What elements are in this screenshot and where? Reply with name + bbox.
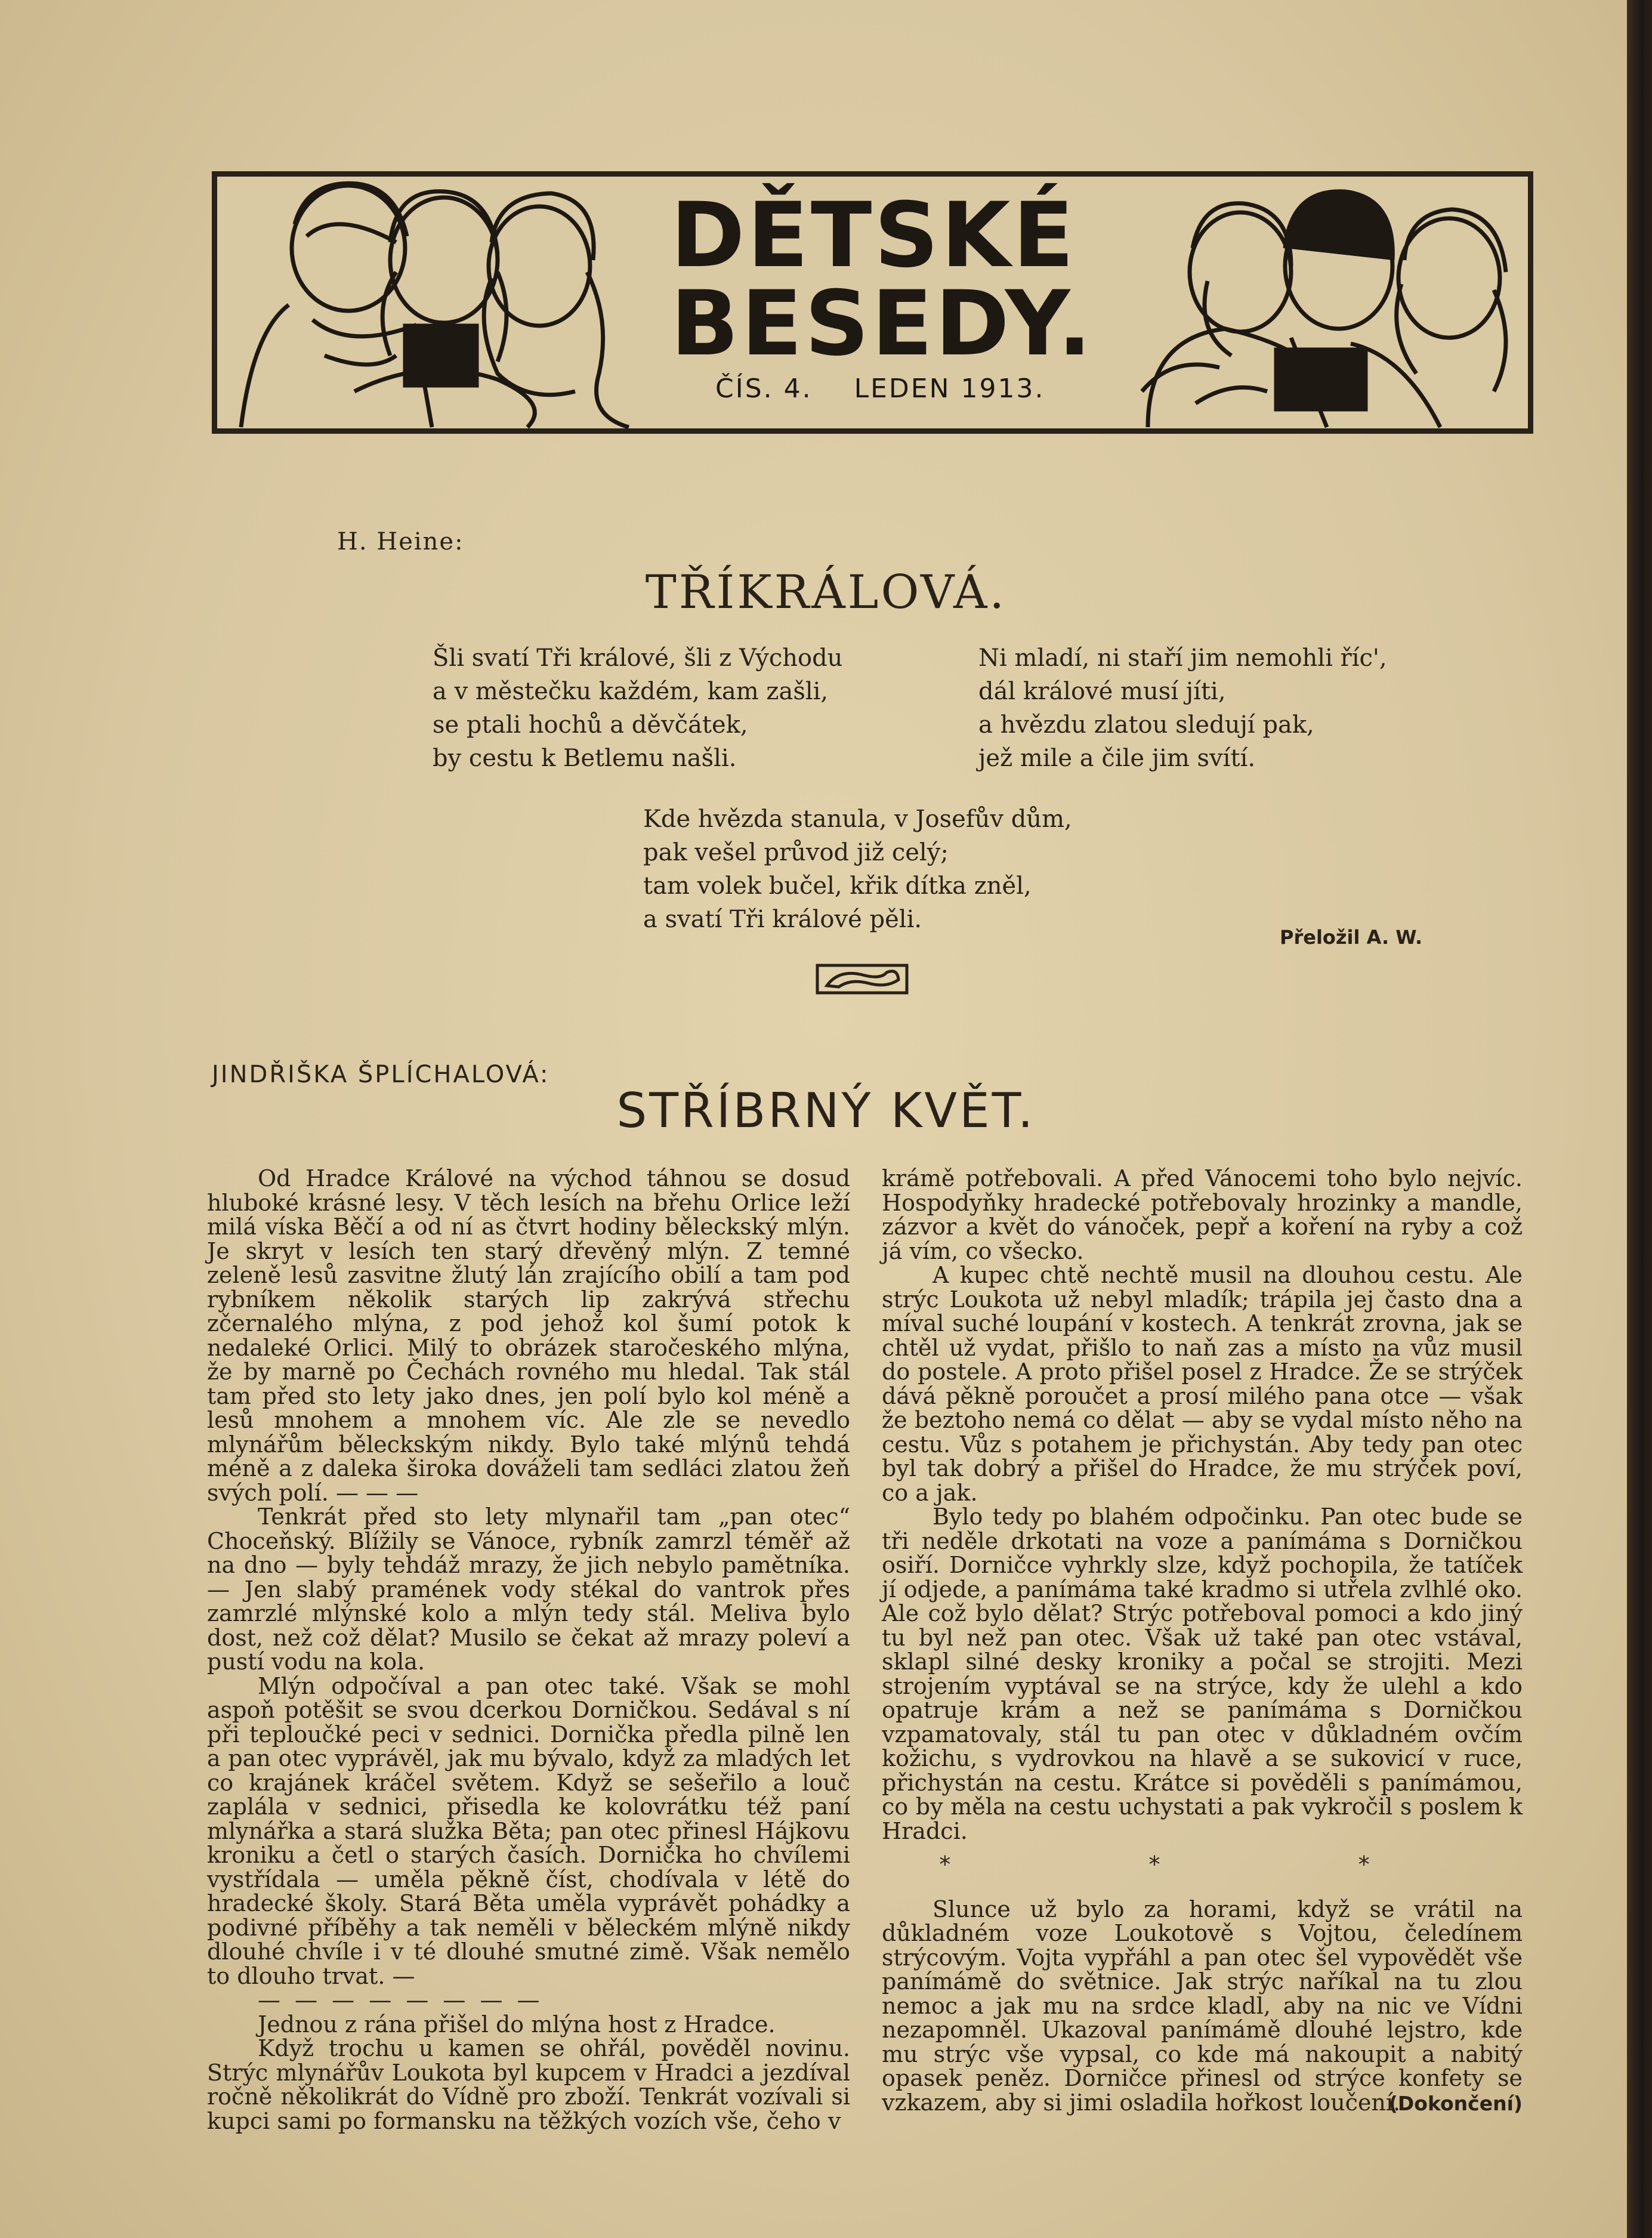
masthead-title bbox=[671, 184, 1267, 376]
ornament-icon bbox=[815, 962, 910, 998]
poem-line: a svatí Tři králové pěli. bbox=[643, 906, 922, 933]
story-paragraph: Když trochu u kamen se ohřál, pověděl novinu. Strýc mlynářův Loukota byl kupcem v Hradci a jezdíval ročně několikrát do Vídně pro zboží. Tenkrát vozívali si kupci sami po formansku na těžkých vozích vše, čeho v bbox=[207, 2035, 850, 2134]
story-paragraph: Tenkrát před sto lety mlynařil tam „pan otec“ Choceňský. Blížily se Vánoce, rybník zamrzl téměř až na dno — byly tehdáž mrazy, že jich nebylo pamětníka. — Jen slabý pramének vody stékal do vantrok přes zamrzlé mlýnské kolo a mlýn tedy stál. Meliva bylo dost, než což dělat? Musilo se čekat až mrazy poleví a pustí vodu na kola. bbox=[207, 1504, 850, 1675]
story-column-left bbox=[207, 1166, 850, 2133]
poem-line: Kde hvězda stanula, v Josefův dům, bbox=[643, 805, 1072, 833]
masthead bbox=[212, 171, 1533, 434]
poem-line: jež mile a čile jim svítí. bbox=[978, 745, 1256, 772]
story-column-right bbox=[882, 1166, 1523, 2116]
poem-line: by cestu k Betlemu našli. bbox=[433, 745, 737, 772]
story-author: JINDŘIŠKA ŠPLÍCHALOVÁ: bbox=[212, 1061, 550, 1088]
story-paragraph: Slunce už bylo za horami, když se vrátil na důkladném voze Loukotově s Vojtou, čeledínem strýcovým. Vojta vypřáhl a pan otec šel vypovědět vše panímámě do světnice. Jak strýc naříkal na tu zlou nemoc a jak mu na srdce kladl, aby na nic ve Vídni nezapomněl. Ukazoval panímámě dlouhé lejstro, kde mu strýc vše vypsal, co kde má nakoupit a nabitý opasek peněz. Dorničce přinesl od strýce konfety se vzkazem, aby si jimi osladila hořkost loučení. bbox=[882, 1896, 1523, 2116]
masthead-title-line2: BESEDY. bbox=[671, 272, 1094, 376]
story-paragraph: krámě potřebovali. A před Vánocemi toho bylo nejvíc. Hospodyňky hradecké potřebovaly hrozinky a mandle, zázvor a květ do vánoček, pepř a koření na ryby a což já vím, co všecko. bbox=[882, 1165, 1523, 1264]
issue-info bbox=[715, 373, 1086, 404]
masthead-title-line1: DĚTSKÉ bbox=[671, 184, 1077, 288]
poem-line: a v městečku každém, kam zašli, bbox=[433, 678, 829, 705]
poem-line: Šli svatí Tři králové, šli z Východu bbox=[433, 644, 843, 672]
issue-date: LEDEN 1913. bbox=[854, 373, 1045, 404]
poem-line: se ptali hochů a děvčátek, bbox=[433, 711, 748, 739]
story-paragraph: Jednou z rána přišel do mlýna host z Hradce. bbox=[258, 2011, 776, 2038]
section-divider: — — — — — — — — bbox=[258, 1987, 544, 2013]
poem-title: TŘÍKRÁLOVÁ. bbox=[645, 566, 1007, 619]
poem-line: pak vešel průvod již celý; bbox=[643, 839, 949, 866]
poem-stanza-1 bbox=[433, 641, 842, 775]
children-illustration-left bbox=[241, 183, 629, 427]
poem-translator: Přeložil A. W. bbox=[1280, 926, 1423, 949]
section-break-stars: * * * bbox=[939, 1851, 1465, 1878]
continued-note: (Dokončení) bbox=[1388, 2092, 1523, 2115]
story-paragraph: Mlýn odpočíval a pan otec také. Však se mohl aspoň potěšit se svou dcerkou Dorničkou. Sedával s ní při teploučké peci v sednici. Dornička předla pilně len a pan otec vyprávěl, jak mu bývalo, když za mladých let co krajánek kráčel světem. Když se sešeřilo a louč zaplála v sednici, přisedla ke kolovrátku též paní mlynářka a stará služka Běta; pan otec přinesl Hájkovu kroniku a četl o starých časích. Dornička ho chvílemi vystřídala — uměla pěkně číst, chodívala v létě do hradecké školy. Stará Běta uměla vyprávět pohádky a podivné příběhy a tak neměli v běleckém mlýně nikdy dlouhé chvíle i v té dlouhé smutné zimě. Však nemělo to dlouho trvat. — bbox=[207, 1672, 850, 1989]
story-paragraph: A kupec chtě nechtě musil na dlouhou cestu. Ale strýc Loukota už nebyl mladík; trápila jej často dna a míval suché loupání v kostech. A tenkrát zrovna, jak se chtěl už vydat, přišlo to naň zas a místo na vůz musil do postele. A proto přišel posel z Hradce. Že se strýček dává pěkně poroučet a prosí milého pana otce — však že beztoho nemá co dělat — aby se vydal místo něho na cestu. Vůz s potahem je přichystán. Aby tedy pan otec byl tak dobrý a přišel do Hradce, že mu strýček poví, co a jak. bbox=[882, 1262, 1523, 1506]
story-title: STŘÍBRNÝ KVĚT. bbox=[616, 1083, 1036, 1138]
poem-author: H. Heine: bbox=[337, 528, 464, 555]
poem-stanza-2 bbox=[978, 641, 1387, 775]
poem-line: Ni mladí, ni staří jim nemohli říc', bbox=[978, 644, 1387, 672]
poem-line: a hvězdu zlatou sledují pak, bbox=[978, 711, 1314, 739]
page-spine bbox=[1627, 0, 1652, 2238]
poem-stanza-3 bbox=[643, 802, 1072, 936]
story-paragraph: Bylo tedy po blahém odpočinku. Pan otec bude se tři neděle drkotati na voze a panímáma s Dorničkou osiří. Dorničce vyhrkly slze, když pochopila, že tatíček jí odjede, a panímáma také kradmo si utřela zvlhlé oko. Ale což bylo dělat? Strýc potřeboval pomoci a kdo jiný tu byl než pan otec. Však už také pan otec vstával, sklapl silné desky kroniky a počal se strojiti. Mezi strojením vyptával se na strýce, kdy že ulehl a kdo opatruje krám a než se panímáma s Dorničkou vzpamatovaly, stál tu pan otec v důkladném ovčím kožichu, s vydrovkou na hlavě a se sukovicí v ruce, přichystán na cestu. Krátce si pověděli s panímámou, co by měla na cestu uchystati a pak vykročil s poslem k Hradci. bbox=[882, 1504, 1523, 1844]
poem-line: dál králové musí jíti, bbox=[978, 678, 1226, 705]
poem-line: tam volek bučel, křik dítka zněl, bbox=[643, 872, 1032, 900]
issue-number: ČÍS. 4. bbox=[715, 373, 813, 404]
story-paragraph: Od Hradce Králové na východ táhnou se dosud hluboké krásné lesy. V těch lesích na břehu Orlice leží milá víska Běčí a od ní as čtvrt hodiny běleckský mlýn. Je skryt v lesích ten starý dřevěný mlýn. Z temné zeleně lesů zasvitne žlutý lán zrajícího obilí a tam pod rybníkem několik starých lip zakrývá střechu zčernalého mlýna, z pod jehož kol šumí potok k nedaleké Orlici. Milý to obrázek staročeského mlýna, že by marně po Čechách rovného mu hledal. Tak stál tam před sto lety jako dnes, jen polí bylo kol méně a lesů mnohem a mnohem víc. Ale zle se nevedlo mlynářům běleckským nikdy. Bylo také mlýnů tehdá méně a z daleka široka dováželi tam sedláci zlatou žeň svých polí. — — — bbox=[207, 1165, 850, 1506]
